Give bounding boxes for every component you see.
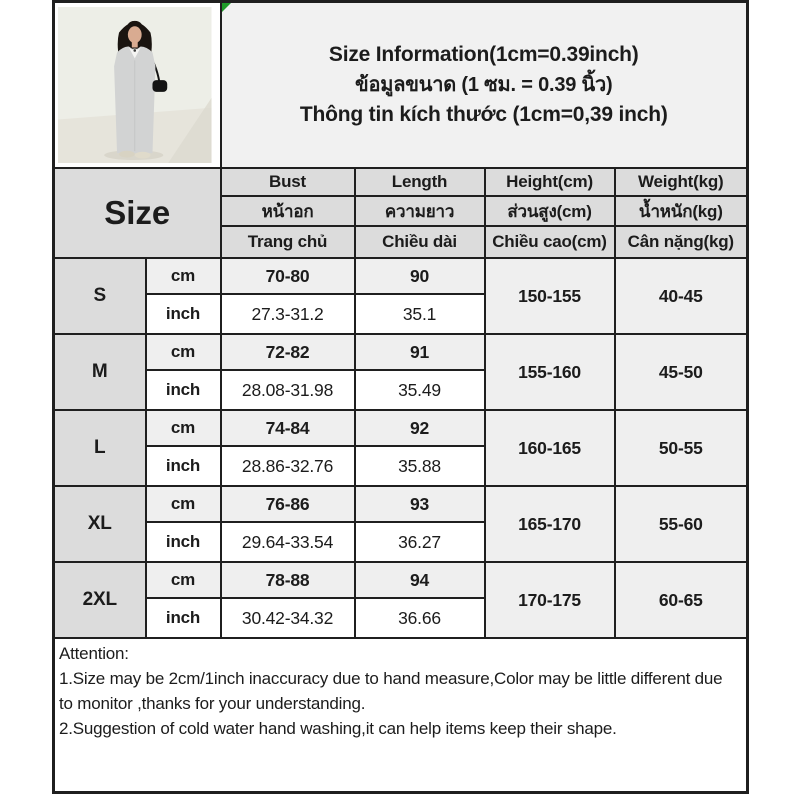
col-weight-th: น้ำหนัก(kg) (615, 196, 748, 226)
table-row-l-cm (54, 410, 748, 446)
unit-inch: inch (146, 598, 221, 638)
size-table (52, 0, 749, 794)
col-length-th: ความยาว (355, 196, 485, 226)
table-row-m-cm (54, 334, 748, 370)
col-height-en: Height(cm) (485, 168, 615, 196)
size-label-l: L (54, 410, 146, 486)
product-photo-cell (54, 2, 221, 169)
unit-cm: cm (146, 334, 221, 370)
length-inch-2xl: 36.66 (355, 598, 485, 638)
green-corner-marker-icon (222, 3, 231, 12)
col-bust-en: Bust (221, 168, 355, 196)
length-cm-s: 90 (355, 258, 485, 294)
length-inch-m: 35.49 (355, 370, 485, 410)
attention-heading: Attention: (59, 644, 129, 663)
title-vietnamese: Thông tin kích thước (1cm=0,39 inch) (299, 103, 668, 126)
table-row-xl-cm (54, 486, 748, 522)
table-row-s-cm (54, 258, 748, 294)
photo-title-row (54, 2, 748, 169)
col-height-vi: Chiều cao(cm) (485, 226, 615, 258)
length-inch-l: 35.88 (355, 446, 485, 486)
table-row-2xl-cm (54, 562, 748, 598)
weight-m: 45-50 (615, 334, 748, 410)
weight-l: 50-55 (615, 410, 748, 486)
size-header: Size (54, 168, 221, 258)
title-thai: ข้อมูลขนาด (1 ซม. = 0.39 นิ้ว) (354, 74, 613, 96)
length-cm-xl: 93 (355, 486, 485, 522)
col-bust-vi: Trang chủ (221, 226, 355, 258)
length-cm-m: 91 (355, 334, 485, 370)
unit-cm: cm (146, 486, 221, 522)
height-xl: 165-170 (485, 486, 615, 562)
bust-cm-2xl: 78-88 (221, 562, 355, 598)
title-cell (221, 2, 748, 169)
size-label-m: M (54, 334, 146, 410)
bust-inch-s: 27.3-31.2 (221, 294, 355, 334)
col-length-vi: Chiều dài (355, 226, 485, 258)
length-cm-l: 92 (355, 410, 485, 446)
col-bust-th: หน้าอก (221, 196, 355, 226)
bust-inch-xl: 29.64-33.54 (221, 522, 355, 562)
title-lines (222, 3, 747, 167)
bust-inch-2xl: 30.42-34.32 (221, 598, 355, 638)
height-m: 155-160 (485, 334, 615, 410)
length-inch-xl: 36.27 (355, 522, 485, 562)
title-english: Size Information(1cm=0.39inch) (328, 43, 639, 66)
weight-xl: 55-60 (615, 486, 748, 562)
bust-cm-s: 70-80 (221, 258, 355, 294)
size-label-s: S (54, 258, 146, 334)
unit-inch: inch (146, 370, 221, 410)
attention-note-1: 1.Size may be 2cm/1inch inaccuracy due to hand measure,Color may be little different due to monitor ,thanks for your understanding. (59, 669, 723, 713)
model-illustration (58, 7, 212, 163)
col-length-en: Length (355, 168, 485, 196)
unit-cm: cm (146, 410, 221, 446)
weight-2xl: 60-65 (615, 562, 748, 638)
attention-cell (54, 638, 748, 793)
unit-inch: inch (146, 446, 221, 486)
bust-cm-m: 72-82 (221, 334, 355, 370)
col-height-th: ส่วนสูง(cm) (485, 196, 615, 226)
unit-inch: inch (146, 522, 221, 562)
size-label-xl: XL (54, 486, 146, 562)
unit-inch: inch (146, 294, 221, 334)
col-weight-vi: Cân nặng(kg) (615, 226, 748, 258)
height-l: 160-165 (485, 410, 615, 486)
height-2xl: 170-175 (485, 562, 615, 638)
length-cm-2xl: 94 (355, 562, 485, 598)
weight-s: 40-45 (615, 258, 748, 334)
unit-cm: cm (146, 562, 221, 598)
bust-inch-m: 28.08-31.98 (221, 370, 355, 410)
size-label-2xl: 2XL (54, 562, 146, 638)
col-weight-en: Weight(kg) (615, 168, 748, 196)
attention-note-2: 2.Suggestion of cold water hand washing,it can help items keep their shape. (59, 719, 617, 738)
length-inch-s: 35.1 (355, 294, 485, 334)
product-photo (58, 7, 212, 163)
bust-cm-xl: 76-86 (221, 486, 355, 522)
bust-cm-l: 74-84 (221, 410, 355, 446)
size-chart-sheet (52, 0, 746, 794)
bust-inch-l: 28.86-32.76 (221, 446, 355, 486)
header-row-en (54, 168, 748, 196)
unit-cm: cm (146, 258, 221, 294)
height-s: 150-155 (485, 258, 615, 334)
attention-row (54, 638, 748, 793)
